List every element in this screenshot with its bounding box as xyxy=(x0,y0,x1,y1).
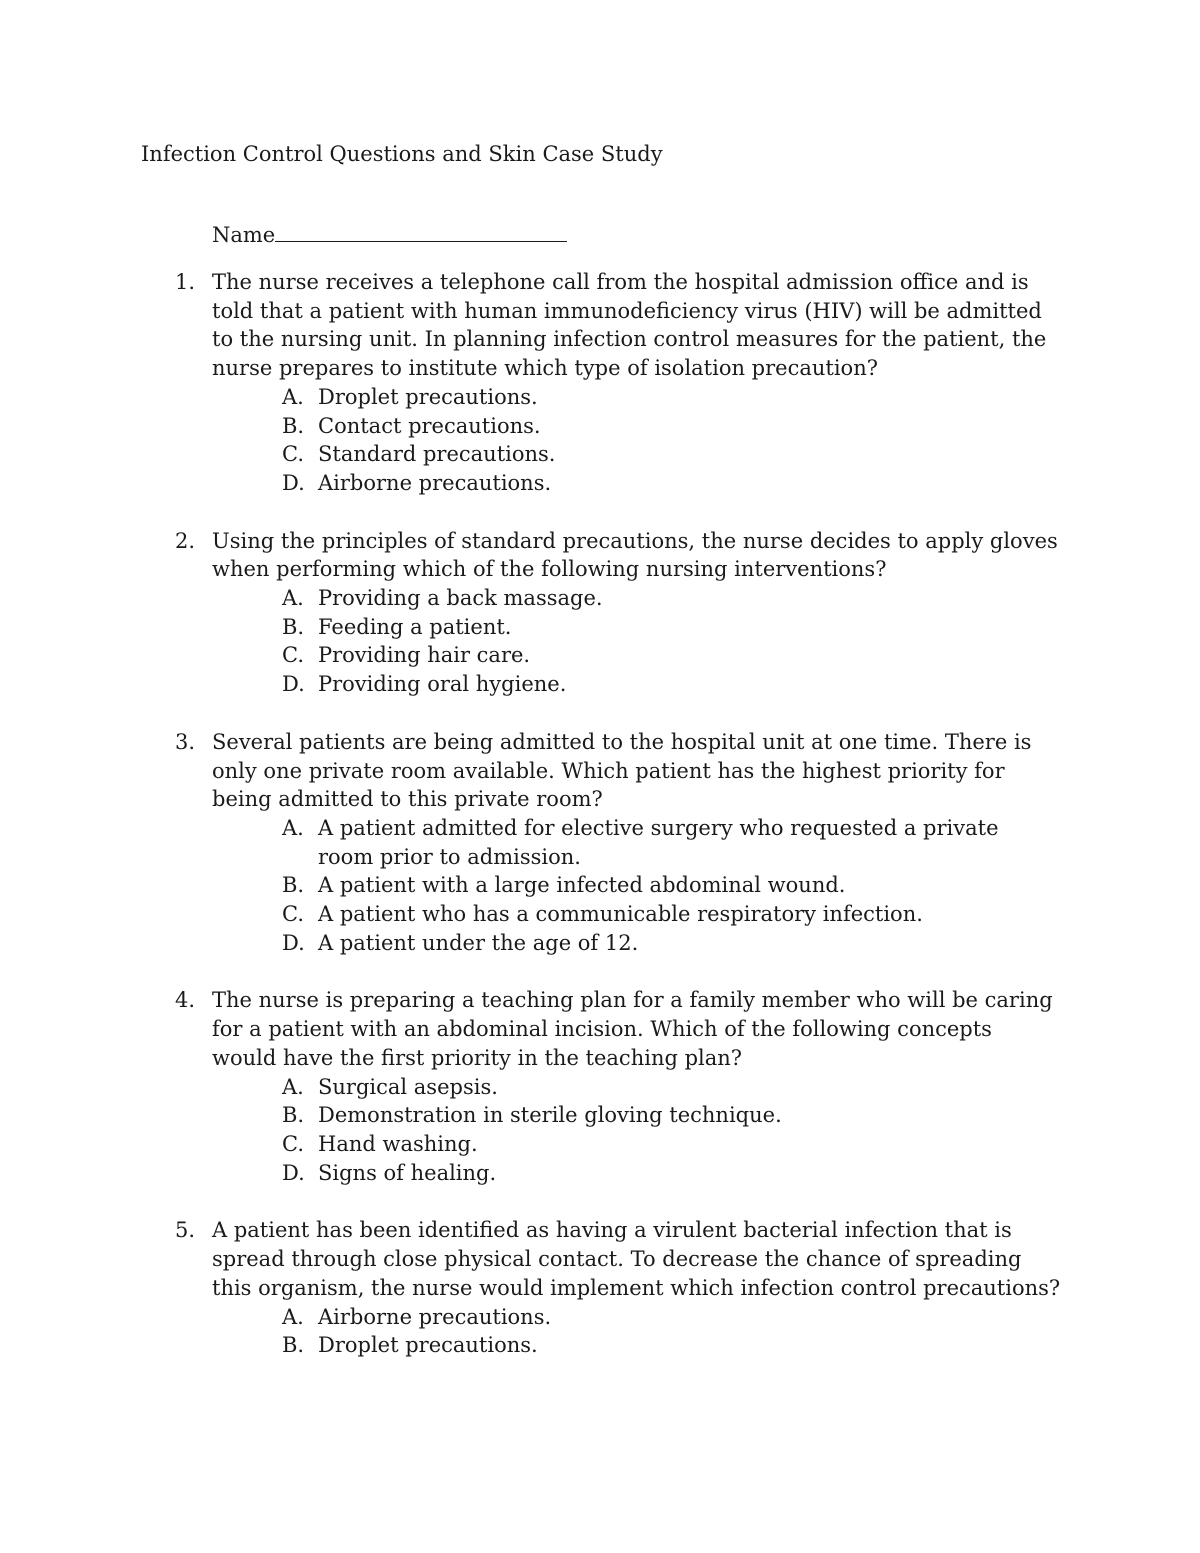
option-letter: C. xyxy=(282,902,304,927)
question-text: The nurse is preparing a teaching plan for a family member who will be caring for a patient with an abdominal incision. Which of the following concepts would have the first priority in the teaching plan? xyxy=(212,988,1053,1070)
option-letter: D. xyxy=(282,672,305,697)
answer-option xyxy=(282,900,1048,929)
question-text: A patient has been identified as having a virulent bacterial infection that is spread through close physical contact. To decrease the chance of spreading this organism, the nurse would implement which infection control precautions? xyxy=(212,1218,1061,1300)
question-number: 1. xyxy=(175,270,196,294)
answer-options xyxy=(0,383,1200,498)
option-letter: A. xyxy=(282,586,304,611)
question-text: Several patients are being admitted to the hospital unit at one time. There is only one private room available. Which patient has the highest priority for being admitted to this private room? xyxy=(212,729,1032,812)
option-letter: B. xyxy=(282,1103,305,1128)
option-text: Airborne precautions. xyxy=(318,1304,552,1329)
option-text: Surgical asepsis. xyxy=(318,1074,498,1099)
question-item xyxy=(0,1216,1200,1360)
answer-option xyxy=(282,440,1048,469)
answer-option xyxy=(282,814,1048,871)
answer-option xyxy=(282,1101,1048,1130)
option-letter: B. xyxy=(282,1333,305,1358)
question-number: 4. xyxy=(175,988,196,1013)
answer-option xyxy=(282,871,1048,900)
question-number: 2. xyxy=(175,528,196,553)
option-letter: A. xyxy=(282,815,304,840)
option-letter: C. xyxy=(282,442,304,467)
answer-option xyxy=(282,929,1048,958)
answer-option xyxy=(282,1130,1048,1159)
answer-option xyxy=(282,641,1048,670)
answer-options xyxy=(0,1073,1200,1188)
question-number: 3. xyxy=(175,729,196,754)
answer-options xyxy=(0,814,1200,958)
answer-options xyxy=(0,584,1200,699)
name-label: Name xyxy=(212,223,276,247)
option-text: Feeding a patient. xyxy=(318,614,512,639)
option-letter: C. xyxy=(282,1131,304,1156)
question-text: Using the principles of standard precautions, the nurse decides to apply gloves when performing which of the following nursing interventions? xyxy=(212,528,1058,582)
option-text: Airborne precautions. xyxy=(318,470,552,495)
option-letter: B. xyxy=(282,873,305,898)
option-text: A patient with a large infected abdominal wound. xyxy=(318,873,846,898)
option-text: Standard precautions. xyxy=(318,442,556,467)
option-letter: D. xyxy=(282,470,305,495)
answer-option xyxy=(282,584,1048,613)
answer-option xyxy=(282,383,1048,412)
answer-option xyxy=(282,1073,1048,1102)
option-letter: D. xyxy=(282,1160,305,1185)
question-item xyxy=(0,986,1200,1187)
name-blank-line[interactable] xyxy=(275,219,567,242)
option-text: Demonstration in sterile gloving technique. xyxy=(318,1103,782,1128)
option-text: A patient who has a communicable respiratory infection. xyxy=(318,902,923,927)
question-number: 5. xyxy=(175,1218,196,1243)
answer-option xyxy=(282,1331,1048,1360)
answer-option xyxy=(282,412,1048,441)
answer-option xyxy=(282,469,1048,498)
option-text: Providing oral hygiene. xyxy=(318,672,567,697)
option-letter: A. xyxy=(282,384,304,409)
option-text: Droplet precautions. xyxy=(318,1333,538,1358)
option-letter: A. xyxy=(282,1304,304,1329)
option-text: Hand washing. xyxy=(318,1131,478,1156)
answer-option xyxy=(282,670,1048,699)
question-item xyxy=(0,527,1200,699)
option-letter: C. xyxy=(282,643,304,668)
option-text: Contact precautions. xyxy=(318,413,541,438)
name-field xyxy=(212,219,567,249)
option-letter: A. xyxy=(282,1074,304,1099)
question-item xyxy=(0,268,1200,498)
option-letter: D. xyxy=(282,930,305,955)
option-text: A patient admitted for elective surgery who requested a private room prior to admission. xyxy=(318,815,999,869)
question-text: The nurse receives a telephone call from the hospital admission office and is told that a patient with human immunodeficiency virus (HIV) will be admitted to the nursing unit. In planning infection control measures for the patient, the nurse prepares to institute which type of isolation precaution? xyxy=(212,270,1047,381)
option-letter: B. xyxy=(282,413,305,438)
option-text: Signs of healing. xyxy=(318,1160,497,1185)
question-list xyxy=(0,268,1200,1389)
question-item xyxy=(0,728,1200,958)
answer-option xyxy=(282,1303,1048,1332)
option-text: Droplet precautions. xyxy=(318,384,538,409)
answer-options xyxy=(0,1303,1200,1360)
option-letter: B. xyxy=(282,614,305,639)
option-text: A patient under the age of 12. xyxy=(318,930,639,955)
answer-option xyxy=(282,613,1048,642)
option-text: Providing hair care. xyxy=(318,643,531,668)
option-text: Providing a back massage. xyxy=(318,586,603,611)
answer-option xyxy=(282,1159,1048,1188)
document-title: Infection Control Questions and Skin Case Study xyxy=(141,142,663,166)
